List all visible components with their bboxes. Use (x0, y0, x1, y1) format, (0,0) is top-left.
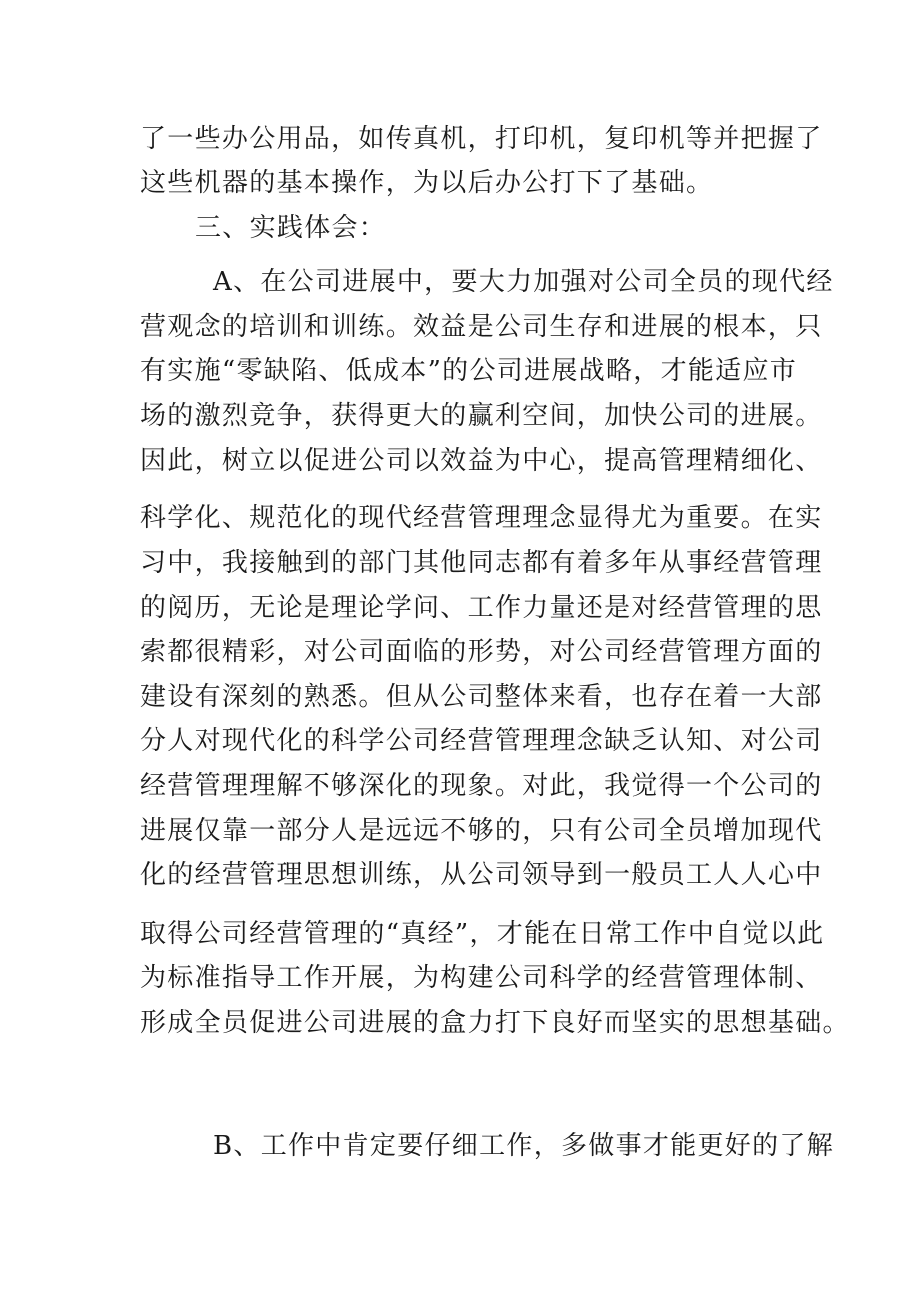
paragraph-a-line: 经营管理理解不够深化的现象。对此，我觉得一个公司的 (140, 771, 823, 801)
paragraph-a-line: 化的经营管理思想训练，从公司领导到一般员工人人心中 (140, 860, 823, 890)
paragraph-a-line: 为标准指导工作开展，为构建公司科学的经营管理体制、 (140, 963, 823, 993)
paragraph-a-line: 有实施“零缺陷、低成本”的公司进展战略，才能适应市 (140, 356, 798, 386)
paragraph-a-line: 的阅历，无论是理论学问、工作力量还是对经营管理的思 (140, 593, 823, 623)
section-heading: 三、实践体会： (195, 213, 387, 243)
body-text-line: 这些机器的基本操作，为以后办公打下了基础。 (140, 168, 714, 198)
paragraph-a-line: 取得公司经营管理的“真经”，才能在日常工作中自觉以此 (140, 919, 825, 949)
paragraph-a-line: 分人对现代化的科学公司经营管理理念缺乏认知、对公司 (140, 726, 823, 756)
paragraph-a-line: 建设有深刻的熟悉。但从公司整体来看，也存在着一大部 (140, 682, 823, 712)
body-text-line: 了一些办公用品，如传真机，打印机，复印机等并把握了 (140, 124, 823, 154)
paragraph-a-line: 进展仅靠一部分人是远远不够的，只有公司全员增加现代 (140, 816, 823, 846)
paragraph-a-line: 形成全员促进公司进展的盒力打下良好而坚实的思想基础。 (140, 1008, 850, 1038)
paragraph-a-line: A、在公司进展中，要大力加强对公司全员的现代经 (213, 267, 834, 297)
paragraph-a-line: 因此，树立以促进公司以效益为中心，提高管理精细化、 (140, 446, 823, 476)
paragraph-a-line: 科学化、规范化的现代经营管理理念显得尤为重要。在实 (140, 503, 823, 533)
paragraph-b-line: B、工作中肯定要仔细工作，多做事才能更好的了解 (213, 1131, 835, 1161)
paragraph-a-line: 习中，我接触到的部门其他同志都有着多年从事经营管理 (140, 548, 823, 578)
paragraph-a-line: 索都很精彩，对公司面临的形势，对公司经营管理方面的 (140, 637, 823, 667)
paragraph-a-line: 营观念的培训和训练。效益是公司生存和进展的根本，只 (140, 312, 823, 342)
paragraph-a-line: 场的激烈竞争，获得更大的赢利空间，加快公司的进展。 (140, 401, 823, 431)
